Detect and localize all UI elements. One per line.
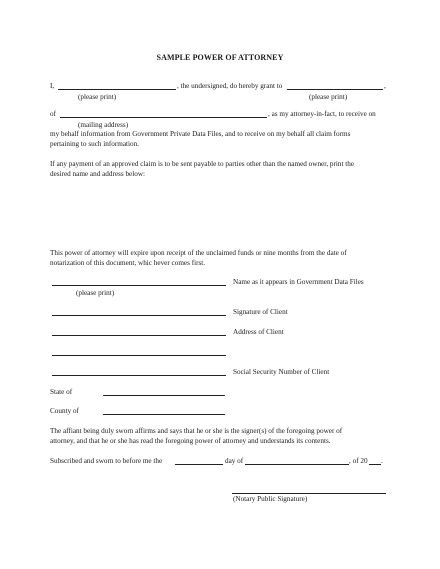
- signature-line[interactable]: [52, 315, 226, 316]
- payment-line-1: If any payment of an approved claim is to be sent payable to parties other than the named owner, print the: [50, 160, 355, 168]
- county-label: County of: [50, 407, 79, 415]
- grant-line-4: pertaining to such information.: [50, 140, 140, 148]
- document-title: SAMPLE POWER OF ATTORNEY: [156, 53, 284, 62]
- please-print-right: (please print): [309, 93, 348, 101]
- of-20-label: , of 20: [349, 457, 368, 465]
- ssn-line[interactable]: [52, 375, 226, 376]
- address-label: Address of Client: [233, 328, 284, 336]
- notary-label: (Notary Public Signature): [233, 495, 308, 503]
- expire-line-1: This power of attorney will expire upon receipt of the unclaimed funds or nine months from the date of: [50, 249, 347, 257]
- please-print-left: (please print): [78, 93, 117, 101]
- grantee-name-line[interactable]: [287, 89, 383, 90]
- state-line[interactable]: [103, 395, 225, 396]
- payment-line-2: desired name and address below:: [50, 170, 146, 178]
- mailing-address-line[interactable]: [60, 117, 267, 118]
- notary-signature-line[interactable]: [232, 493, 386, 494]
- month-line[interactable]: [245, 464, 349, 465]
- grant-line-3: my behalf information from Government Private Data Files, and to receive on my behalf all claim forms: [50, 130, 351, 138]
- grant-comma: ,: [384, 82, 386, 90]
- grantor-name-line[interactable]: [58, 89, 176, 90]
- name-label: Name as it appears in Government Data Files: [233, 278, 364, 286]
- affiant-line-2: attorney, and that he or she has read the foregoing power of attorney and understands its contents.: [50, 437, 331, 445]
- signature-label: Signature of Client: [233, 308, 288, 316]
- ssn-label: Social Security Number of Client: [233, 368, 330, 376]
- affiant-line-1: The affiant being duly sworn affirms and says that he or she is the signer(s) of the foregoing power of: [50, 427, 343, 435]
- county-line[interactable]: [103, 414, 225, 415]
- grant-attorney-text: , as my attorney-in-fact, to receive on: [268, 110, 376, 118]
- address-line-2[interactable]: [52, 355, 226, 356]
- subscribed-period: .: [381, 457, 383, 465]
- subscribed-label: Subscribed and sworn to before me the: [50, 457, 163, 465]
- please-print-name: (please print): [76, 289, 115, 297]
- day-line[interactable]: [175, 464, 223, 465]
- grant-undersigned-text: , the undersigned, do hereby grant to: [177, 82, 283, 90]
- expire-line-2: notarization of this document, whic hever comes first.: [50, 259, 206, 267]
- year-line[interactable]: [369, 464, 381, 465]
- address-line-1[interactable]: [52, 335, 226, 336]
- client-name-line[interactable]: [52, 285, 226, 286]
- state-label: State of: [50, 388, 73, 396]
- grant-of-label: of: [50, 110, 56, 118]
- mailing-address-caption: (mailing address): [78, 121, 129, 129]
- grant-i-label: I,: [50, 82, 55, 90]
- day-of-label: day of: [225, 457, 244, 465]
